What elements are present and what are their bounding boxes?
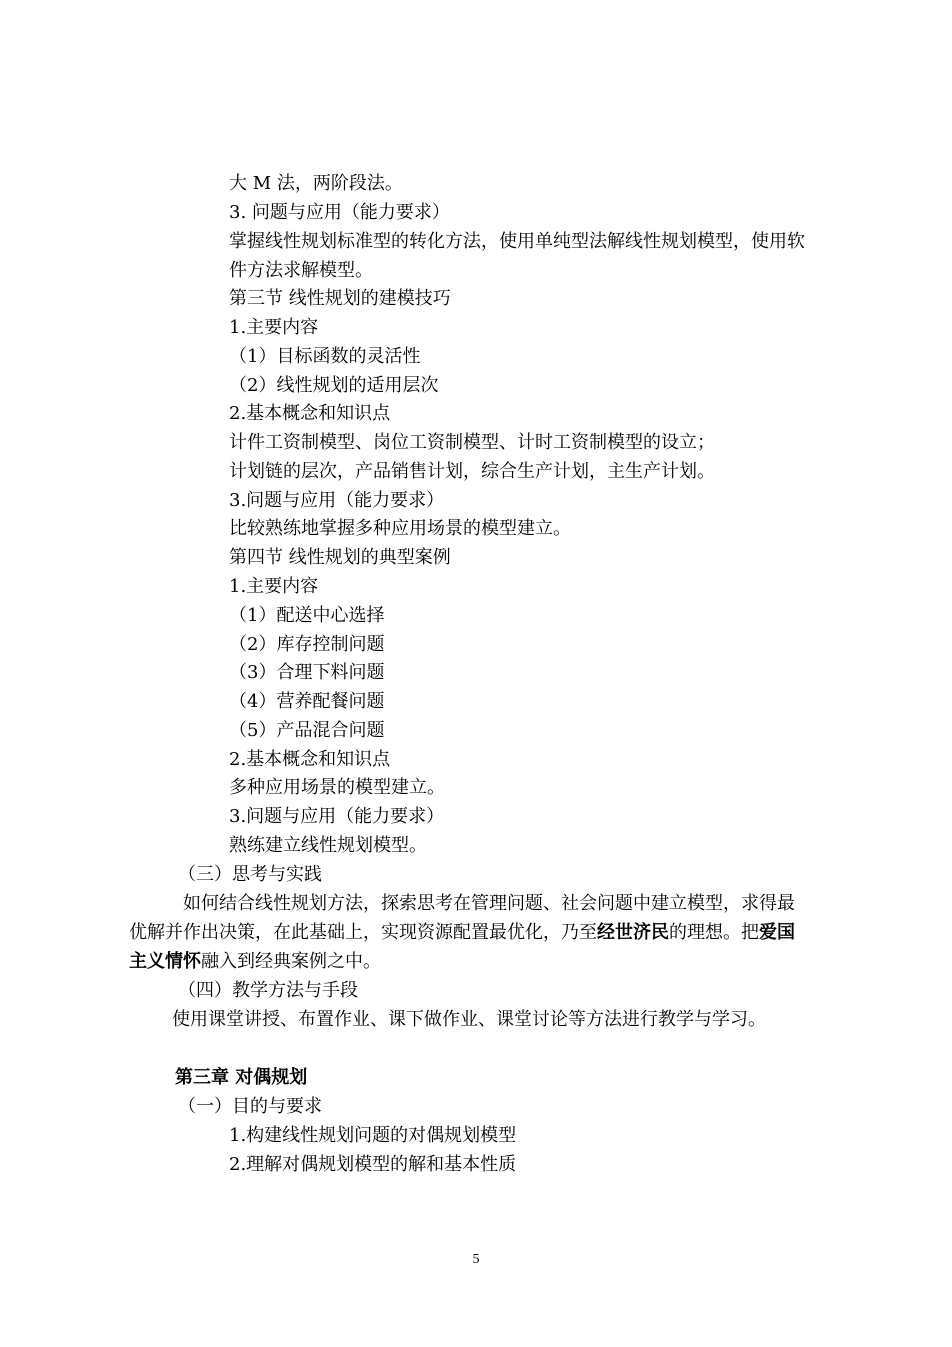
text-line: 1.主要内容 bbox=[229, 317, 319, 338]
text-line: 计划链的层次，产品销售计划，综合生产计划，主生产计划。 bbox=[229, 461, 715, 482]
list-item: （2）库存控制问题 bbox=[229, 634, 385, 655]
text-span: 融入到经典案例之中。 bbox=[201, 951, 381, 972]
text-line: 使用课堂讲授、布置作业、课下做作业、课堂讨论等方法进行教学与学习。 bbox=[172, 1009, 766, 1030]
text-line: 2.基本概念和知识点 bbox=[229, 749, 391, 770]
text-line: 3.问题与应用（能力要求） bbox=[229, 490, 445, 511]
text-line: 件方法求解模型。 bbox=[229, 260, 373, 281]
list-item: （5）产品混合问题 bbox=[229, 720, 385, 741]
text-line: 比较熟练地掌握多种应用场景的模型建立。 bbox=[229, 518, 571, 539]
text-line: 计件工资制模型、岗位工资制模型、计时工资制模型的设立； bbox=[229, 432, 715, 453]
list-item: （1）目标函数的灵活性 bbox=[229, 346, 421, 367]
text-line: 熟练建立线性规划模型。 bbox=[229, 835, 427, 856]
list-item: （4）营养配餐问题 bbox=[229, 691, 385, 712]
text-line: 2.基本概念和知识点 bbox=[229, 403, 391, 424]
section-heading: 第四节 线性规划的典型案例 bbox=[229, 547, 451, 568]
text-line: 3.问题与应用（能力要求） bbox=[229, 806, 445, 827]
list-item: （2）线性规划的适用层次 bbox=[229, 375, 439, 396]
text-span: 的理想。把 bbox=[669, 922, 759, 943]
text-line: 1.主要内容 bbox=[229, 576, 319, 597]
text-span: 优解并作出决策，在此基础上，实现资源配置最优化，乃至 bbox=[129, 922, 597, 943]
section-heading: （一）目的与要求 bbox=[178, 1096, 322, 1117]
paragraph-line bbox=[129, 951, 381, 973]
section-heading: （三）思考与实践 bbox=[178, 864, 322, 885]
text-line: 掌握线性规划标准型的转化方法，使用单纯型法解线性规划模型，使用软 bbox=[229, 231, 805, 252]
list-item: 2.理解对偶规划模型的解和基本性质 bbox=[229, 1154, 517, 1175]
section-heading: （四）教学方法与手段 bbox=[178, 980, 358, 1001]
chapter-title: 第三章 对偶规划 bbox=[175, 1067, 308, 1088]
paragraph-line: 如何结合线性规划方法，探索思考在管理问题、社会问题中建立模型，求得最 bbox=[183, 893, 795, 914]
text-line: 多种应用场景的模型建立。 bbox=[229, 777, 445, 798]
text-line: 大 M 法，两阶段法。 bbox=[229, 173, 403, 194]
emphasis-text: 主义情怀 bbox=[129, 951, 201, 972]
text-line: 3. 问题与应用（能力要求） bbox=[229, 202, 450, 223]
section-heading: 第三节 线性规划的建模技巧 bbox=[229, 288, 451, 309]
paragraph-line bbox=[129, 922, 795, 944]
page-number: 5 bbox=[472, 1252, 480, 1267]
list-item: 1.构建线性规划问题的对偶规划模型 bbox=[229, 1125, 517, 1146]
emphasis-text: 经世济民 bbox=[597, 922, 669, 943]
list-item: （3）合理下料问题 bbox=[229, 662, 385, 683]
list-item: （1）配送中心选择 bbox=[229, 605, 385, 626]
emphasis-text: 爱国 bbox=[759, 922, 795, 943]
